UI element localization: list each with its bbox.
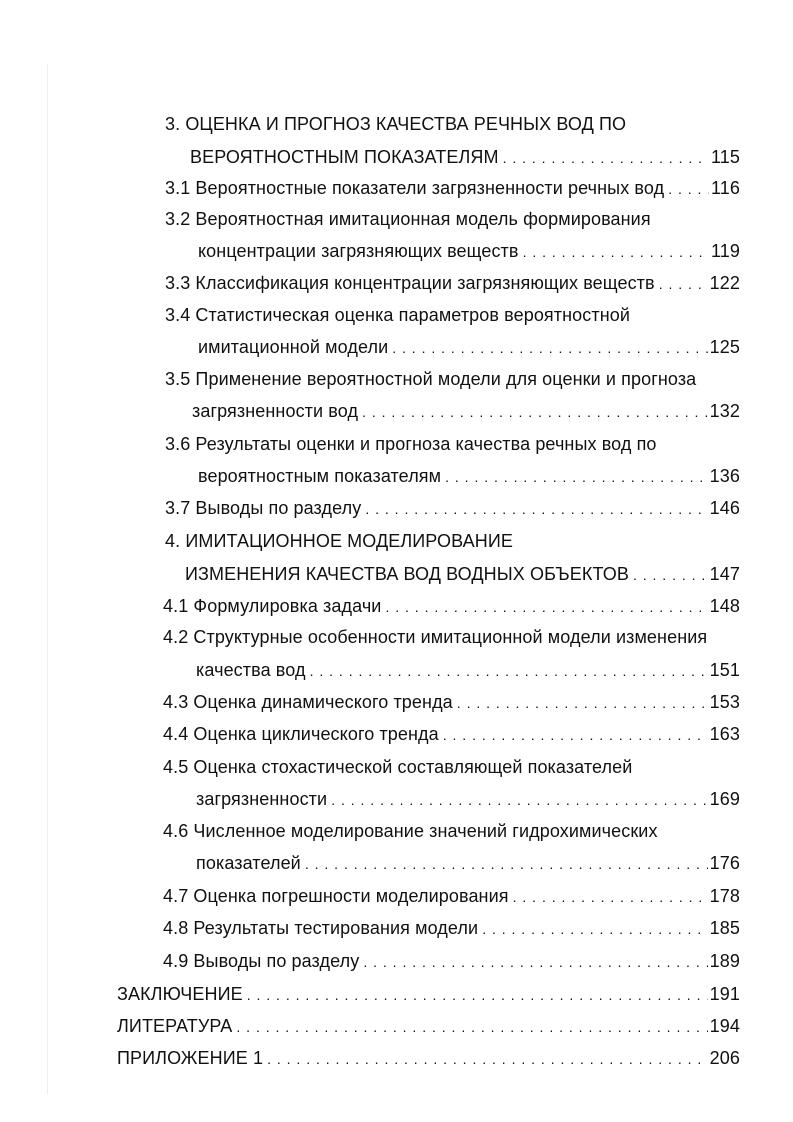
dot-leader — [267, 1048, 708, 1070]
toc-entry-text: концентрации загрязняющих веществ — [198, 241, 519, 261]
toc-page-number: 122 — [709, 273, 740, 293]
toc-entry-4-3 — [163, 691, 740, 714]
toc-entry-4-1 — [163, 595, 740, 618]
toc-entry-text: ВЕРОЯТНОСТНЫМ ПОКАЗАТЕЛЯМ — [190, 147, 499, 167]
toc-entry-3-4-line1 — [165, 304, 740, 326]
toc-page-number: 194 — [709, 1016, 740, 1036]
toc-entry-3-5-line1 — [165, 368, 740, 390]
toc-entry-text: ЛИТЕРАТУРА — [117, 1016, 233, 1036]
dot-leader — [668, 178, 709, 200]
toc-page-number: 147 — [709, 564, 740, 584]
toc-entry-text: ПРИЛОЖЕНИЕ 1 — [117, 1048, 264, 1068]
toc-entry-text: вероятностным показателям — [198, 466, 442, 486]
toc-page-number: 151 — [709, 660, 740, 680]
toc-entry-4-5-line1 — [163, 756, 740, 778]
toc-entry-text: 3.5 Применение вероятностной модели для оценки и прогноза — [165, 369, 697, 389]
toc-entry-text: 3.6 Результаты оценки и прогноза качества речных вод по — [165, 434, 657, 454]
toc-entry-4-2-line1 — [163, 626, 740, 648]
toc-entry-4-8 — [163, 917, 740, 940]
toc-entry-text: 4.4 Оценка циклического тренда — [163, 724, 439, 744]
toc-entry-text: 3.2 Вероятностная имитационная модель формирования — [165, 209, 651, 229]
toc-entry-text: 4.5 Оценка стохастической составляющей показателей — [163, 757, 633, 777]
toc-page-number: 116 — [711, 178, 740, 198]
toc-entry-text: 4.3 Оценка динамического тренда — [163, 692, 453, 712]
dot-leader — [457, 692, 708, 714]
toc-page-number: 148 — [709, 596, 740, 616]
toc-entry-3-5-line2 — [192, 400, 740, 423]
dot-leader — [363, 951, 707, 973]
toc-entry-text: 3.7 Выводы по разделу — [165, 498, 362, 518]
toc-entry-4-heading-line1 — [165, 530, 740, 552]
toc-entry-text: 4.1 Формулировка задачи — [163, 596, 382, 616]
toc-entry-text: загрязненности — [196, 789, 328, 809]
toc-page-number: 176 — [709, 853, 740, 873]
toc-page-number: 153 — [709, 692, 740, 712]
toc-entry-3-4-line2 — [198, 336, 740, 359]
toc-entry-3-1 — [165, 177, 740, 200]
toc-entry-4-6-line1 — [163, 820, 740, 842]
dot-leader — [445, 466, 708, 488]
toc-page-number: 191 — [709, 984, 740, 1004]
toc-page-number: 206 — [709, 1048, 740, 1068]
toc-entry-text: 4. ИМИТАЦИОННОЕ МОДЕЛИРОВАНИЕ — [165, 531, 513, 551]
toc-entry-text: 4.2 Структурные особенности имитационной модели изменения — [163, 627, 708, 647]
toc-entry-4-4 — [163, 723, 740, 746]
toc-entry-3-2-line1 — [165, 208, 740, 230]
toc-page-number: 169 — [709, 789, 740, 809]
dot-leader — [310, 660, 708, 682]
dot-leader — [362, 401, 708, 423]
dot-leader — [236, 1016, 707, 1038]
toc-entry-3-6-line1 — [165, 433, 740, 455]
toc-entry-text: качества вод — [196, 660, 306, 680]
dot-leader — [513, 886, 708, 908]
dot-leader — [385, 596, 707, 618]
dot-leader — [331, 789, 707, 811]
toc-page-number: 189 — [709, 951, 740, 971]
toc-entry-text: 3. ОЦЕНКА И ПРОГНОЗ КАЧЕСТВА РЕЧНЫХ ВОД ПО — [165, 114, 627, 134]
toc-entry-text: показателей — [196, 853, 301, 873]
toc-entry-text: 4.7 Оценка погрешности моделирования — [163, 886, 509, 906]
toc-entry-appendix-1 — [117, 1047, 740, 1070]
toc-page-number: 185 — [709, 918, 740, 938]
toc-entry-text: ИЗМЕНЕНИЯ КАЧЕСТВА ВОД ВОДНЫХ ОБЪЕКТОВ — [185, 564, 629, 584]
toc-entry-text: имитационной модели — [198, 337, 389, 357]
toc-entry-3-heading-line1 — [165, 113, 740, 135]
scan-edge — [47, 64, 48, 1094]
toc-entry-4-2-line2 — [196, 659, 740, 682]
toc-entry-3-3 — [165, 272, 740, 295]
toc-page-number: 119 — [711, 241, 740, 261]
toc-entry-text: загрязненности вод — [192, 401, 359, 421]
toc-entry-text: 3.3 Классификация концентрации загрязняющих веществ — [165, 273, 655, 293]
toc-page-number: 125 — [709, 337, 740, 357]
toc-page-number: 163 — [709, 724, 740, 744]
dot-leader — [523, 241, 709, 263]
toc-page-number: 178 — [709, 886, 740, 906]
dot-leader — [482, 918, 707, 940]
toc-page-number: 115 — [711, 147, 740, 167]
toc-entry-3-heading-line2 — [190, 146, 740, 169]
toc-entry-4-6-line2 — [196, 852, 740, 875]
toc-entry-4-9 — [163, 950, 740, 973]
toc-entry-text: 3.4 Статистическая оценка параметров вероятностной — [165, 305, 631, 325]
toc-entry-literature — [117, 1015, 740, 1038]
dot-leader — [633, 564, 708, 586]
toc-entry-text: 4.8 Результаты тестирования модели — [163, 918, 479, 938]
toc-page-number: 136 — [709, 466, 740, 486]
dot-leader — [247, 984, 708, 1006]
toc-entry-text: 4.9 Выводы по разделу — [163, 951, 360, 971]
toc-entry-3-7 — [165, 497, 740, 520]
toc-page-number: 146 — [709, 498, 740, 518]
dot-leader — [503, 147, 709, 169]
toc-entry-4-5-line2 — [196, 788, 740, 811]
toc-page-number: 132 — [709, 401, 740, 421]
toc-entry-3-2-line2 — [198, 240, 740, 263]
toc-entry-4-heading-line2 — [185, 563, 740, 586]
toc-entry-text: 4.6 Численное моделирование значений гидрохимических — [163, 821, 658, 841]
dot-leader — [392, 337, 707, 359]
dot-leader — [443, 724, 708, 746]
toc-entry-text: ЗАКЛЮЧЕНИЕ — [117, 984, 243, 1004]
dot-leader — [305, 853, 708, 875]
dot-leader — [659, 273, 708, 295]
toc-entry-conclusion — [117, 983, 740, 1006]
dot-leader — [365, 498, 707, 520]
toc-entry-4-7 — [163, 885, 740, 908]
toc-entry-3-6-line2 — [198, 465, 740, 488]
toc-entry-text: 3.1 Вероятностные показатели загрязненности речных вод — [165, 178, 665, 198]
